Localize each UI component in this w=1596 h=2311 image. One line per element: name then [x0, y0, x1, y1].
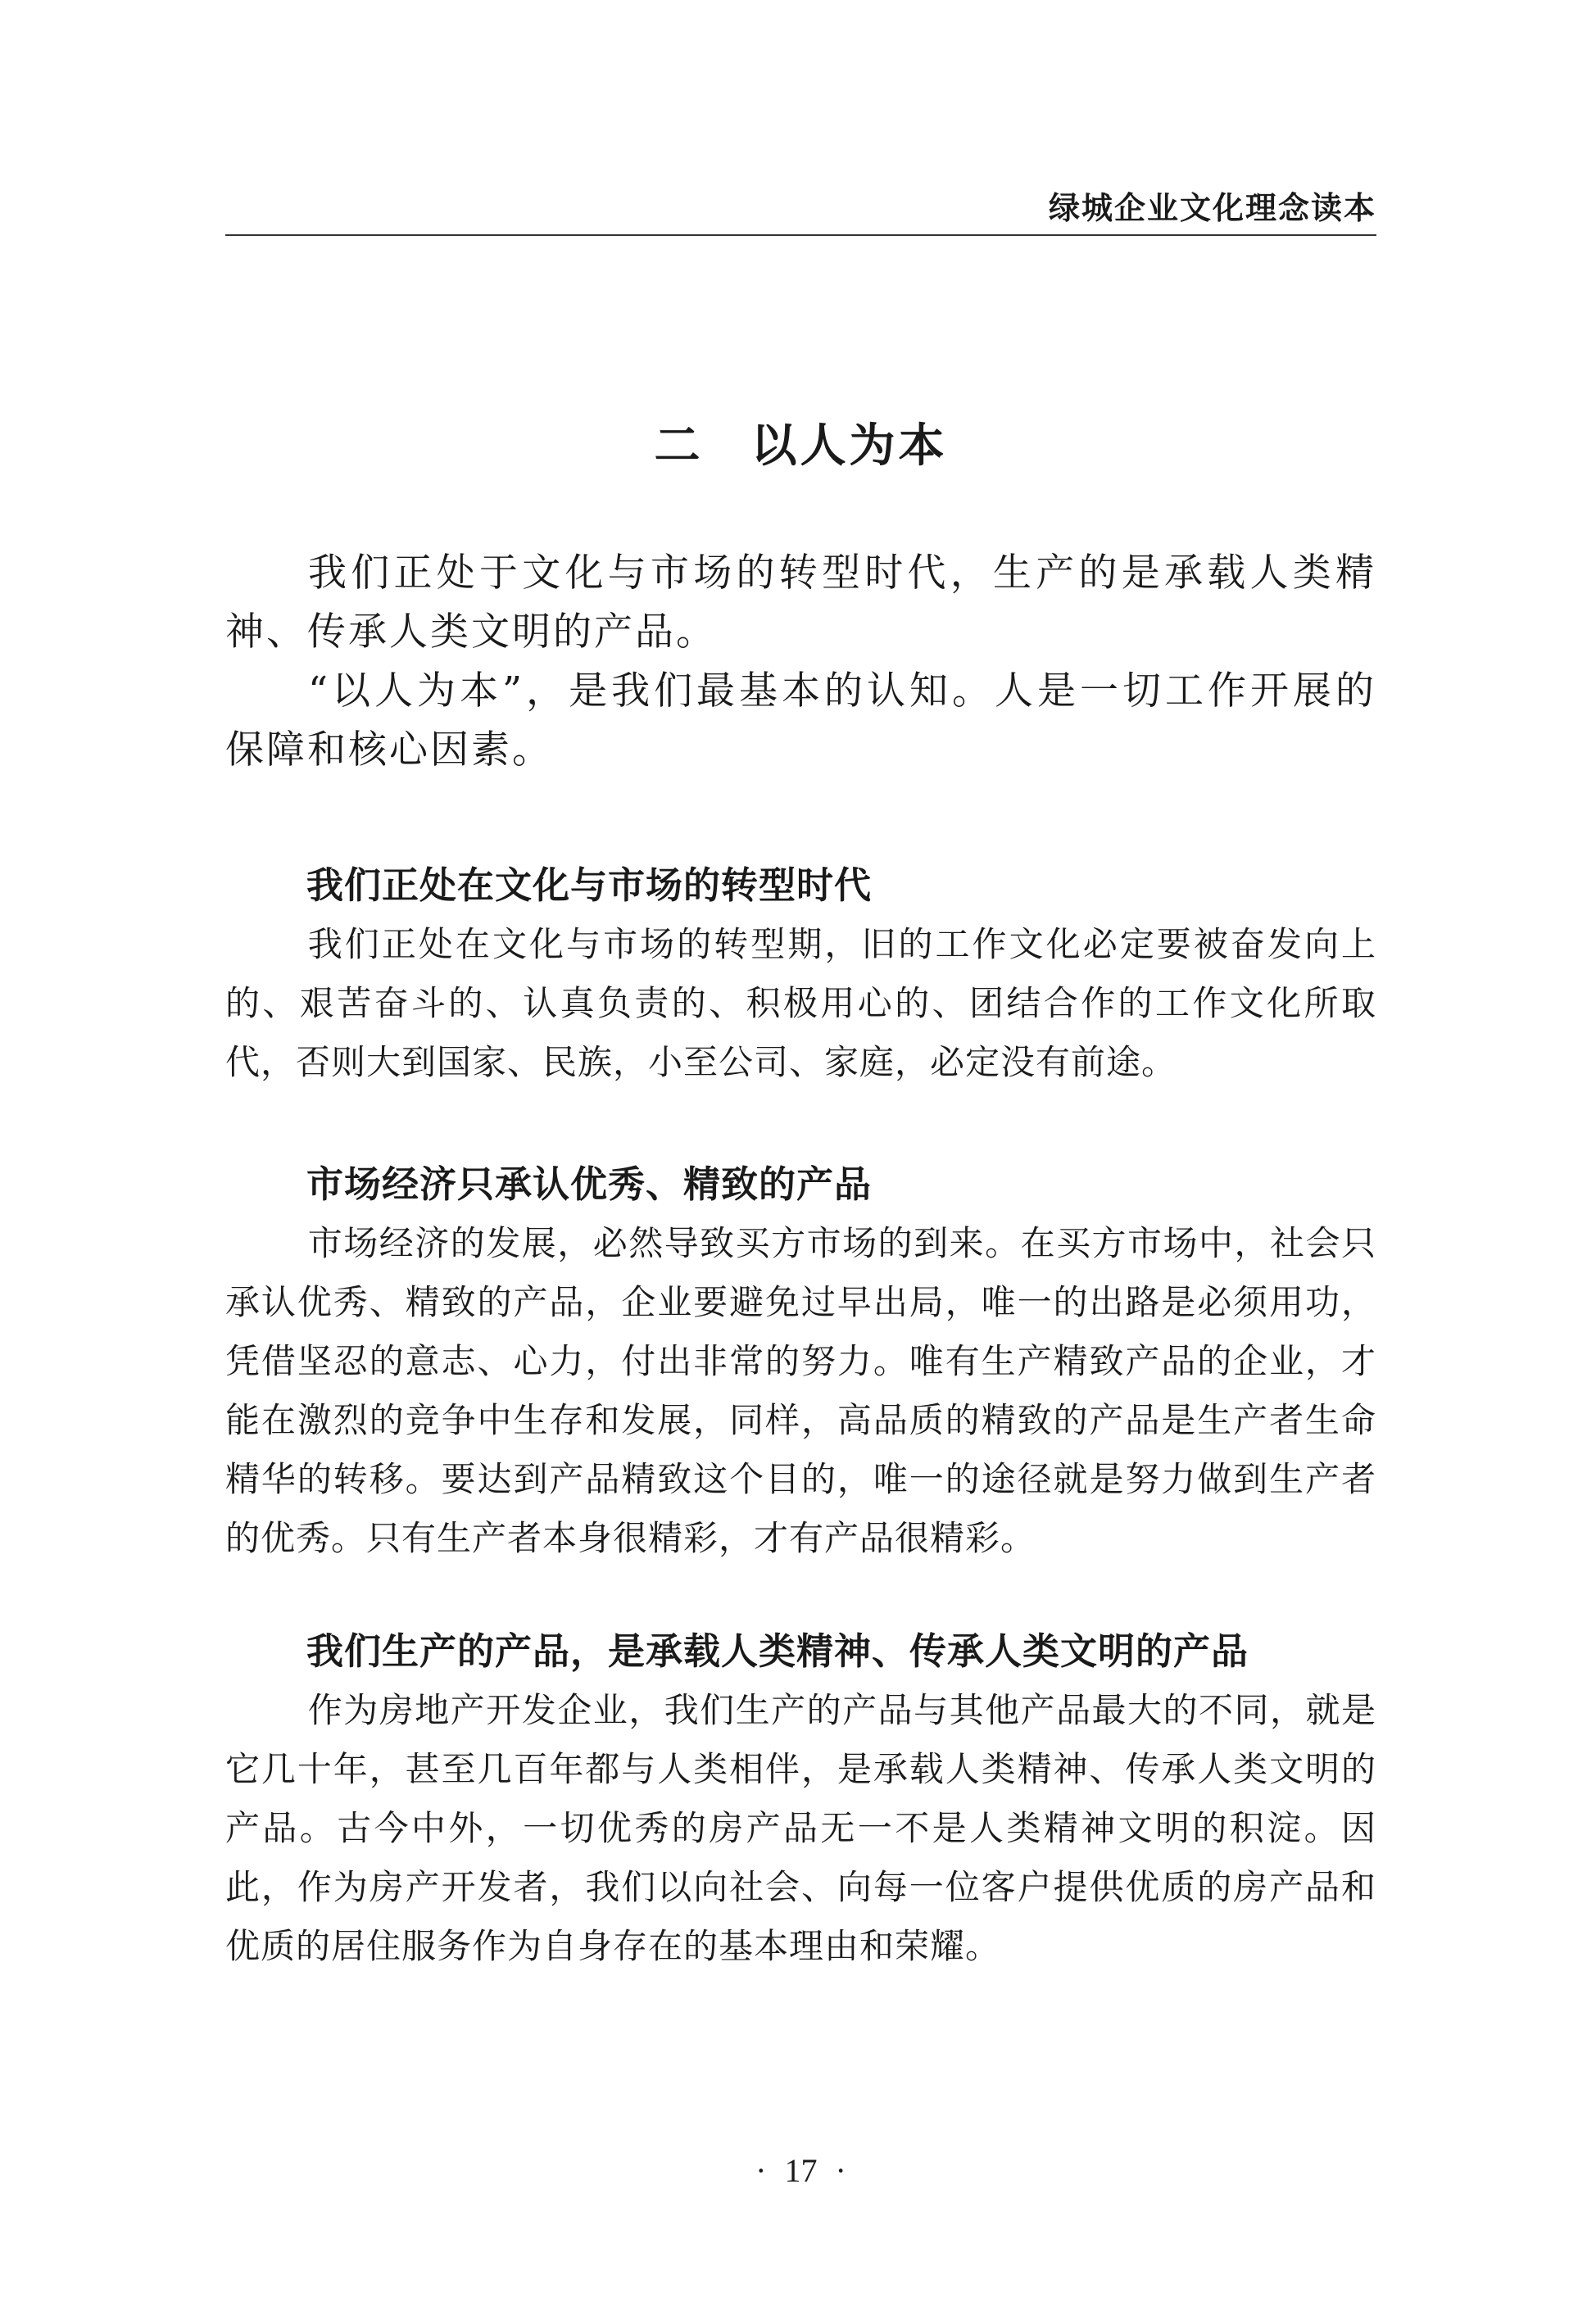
- intro-paragraph: “以人为本”，是我们最基本的认知。人是一切工作开展的保障和核心因素。: [225, 668, 1376, 773]
- section-title-text: 以人为本: [750, 419, 948, 473]
- subsection-heading: 市场经济只承认优秀、精致的产品: [306, 1162, 873, 1206]
- page-number-value: 17: [784, 2152, 818, 2189]
- section-number: 二: [654, 419, 704, 473]
- subsection-paragraph: 市场经济的发展，必然导致买方市场的到来。在买方市场中，社会只承认优秀、精致的产品，企业要避免过早出局，唯一的出路是必须用功，凭借坚忍的意志、心力，付出非常的努力。唯有生产精致产品的企业，才能在激烈的竞争中生存和发展，同样，高品质的精致的产品是生产者生命精华的转移。要达到产品精致这个目的，唯一的途径就是努力做到生产者的优秀。只有生产者本身很精彩，才有产品很精彩。: [225, 1223, 1376, 1558]
- subsection-heading: 我们正处在文化与市场的转型时代: [306, 863, 873, 907]
- subsection-paragraph: 作为房地产开发企业，我们生产的产品与其他产品最大的不同，就是它几十年，甚至几百年都与人类相伴，是承载人类精神、传承人类文明的产品。古今中外，一切优秀的房产品无一不是人类精神文明的积淀。因此，作为房产开发者，我们以向社会、向每一位客户提供优质的房产品和优质的居住服务作为自身存在的基本理由和荣耀。: [225, 1690, 1376, 1966]
- subsection: [225, 856, 1376, 1092]
- running-header: 绿城企业文化理念读本: [1048, 190, 1376, 226]
- page-number-dot: ·: [755, 2152, 767, 2189]
- section-title: [225, 414, 1376, 479]
- page-number: [225, 2150, 1376, 2191]
- header-rule: [225, 234, 1376, 236]
- intro-block: [225, 544, 1376, 780]
- intro-paragraph: 我们正处于文化与市场的转型时代，生产的是承载人类精神、传承人类文明的产品。: [225, 551, 1376, 655]
- subsection-paragraph: 我们正处在文化与市场的转型期，旧的工作文化必定要被奋发向上的、艰苦奋斗的、认真负责的、积极用心的、团结合作的工作文化所取代，否则大到国家、民族，小至公司、家庭，必定没有前途。: [225, 924, 1376, 1082]
- page-number-dot: ·: [835, 2152, 846, 2189]
- subsection: [225, 1622, 1376, 1976]
- subsection-heading: 我们生产的产品，是承载人类精神、传承人类文明的产品: [306, 1629, 1249, 1673]
- subsection: [225, 1155, 1376, 1568]
